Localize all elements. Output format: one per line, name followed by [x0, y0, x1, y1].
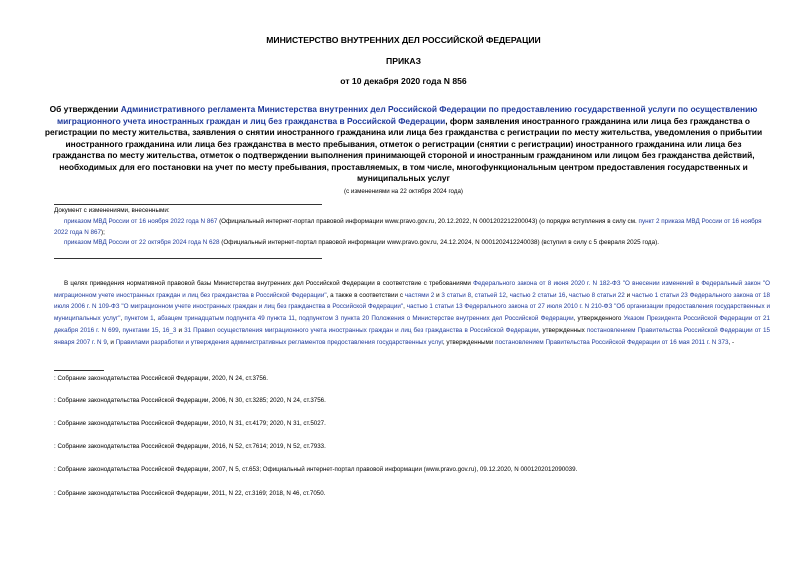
paragraph-text: , - — [728, 338, 735, 346]
paragraph-text: , — [120, 315, 125, 323]
legal-reference-link[interactable]: постановлением Правительства Российской Федерации от 16 мая 2011 г. N 373 — [495, 338, 729, 346]
footnote: : Собрание законодательства Российской Федерации, 2011, N 22, ст.3169; 2018, N 46, ст.7050. — [54, 490, 326, 497]
legal-reference-link[interactable]: 16_3 — [162, 326, 177, 334]
paragraph-text: и — [624, 291, 632, 299]
paragraph-text: , утвержденными — [442, 338, 496, 346]
title-prefix: Об утверждении — [49, 104, 121, 114]
footnote-text: Собрание законодательства Российской Федерации, 2016, N 52, ст.7614; 2019, N 52, ст.7933. — [57, 443, 326, 450]
footnote-text: Собрание законодательства Российской Федерации, 2010, N 31, ст.4179; 2020, N 31, ст.5027. — [57, 420, 326, 427]
footnote: : Собрание законодательства Российской Федерации, 2007, N 5, ст.653; Официальный интернет-портал правовой информации (www.pravo.gov.ru), 09.12.2020, N 0001202012090039. — [54, 466, 578, 473]
legal-reference-link[interactable]: Федерального закона от 8 июня 2020 г. N 182-ФЗ "О внесении изменений в Федеральный закон "О миграционном учете иностранных граждан и лиц без гражданства в Российской Федерации" — [54, 280, 770, 299]
change-order-link[interactable]: приказом МВД России от 22 октября 2024 года N 628 — [64, 239, 220, 247]
paragraph-text: и — [176, 326, 185, 334]
changes-heading: Документ с изменениями, внесенными: — [54, 207, 170, 214]
paragraph-text: , — [506, 291, 510, 299]
change-item — [54, 217, 774, 239]
title-regulation-link[interactable]: Административного регламента Министерства внутренних дел Российской Федерации по предоставлению государственной услуги по осуществлению миграционного учета иностранных граждан и лиц без гражданства в Российской Федерации — [56, 104, 758, 126]
change-order-link[interactable]: приказом МВД России от 16 ноября 2022 года N 867 — [64, 217, 218, 225]
changes-block — [54, 206, 774, 249]
paragraph-text: , — [294, 315, 299, 323]
footnote-divider — [54, 370, 104, 371]
footnote-text: Собрание законодательства Российской Федерации, 2007, N 5, ст.653; Официальный интернет-портал правовой информации (www.pravo.gov.ru), 09.12.2020, N 0001202012090039. — [57, 466, 578, 473]
paragraph-text: , — [158, 326, 163, 334]
legal-reference-link[interactable]: Правилами разработки и утверждения административных регламентов предоставления государственных услуг — [115, 338, 443, 346]
legal-reference-link[interactable]: абзацем тринадцатым подпункта 49 пункта 11 — [157, 315, 295, 323]
legal-reference-link[interactable]: постановлением Правительства Российской Федерации от 15 января 2007 г. N 9 — [54, 326, 771, 346]
document-type: ПРИКАЗ — [386, 56, 421, 66]
legal-reference-link[interactable]: Указом Президента Российской Федерации от 21 декабря 2016 г. N 699 — [54, 315, 770, 334]
change-item-text: (Официальный интернет-портал правовой информации www.pravo.gov.ru, 24.12.2024, N 0001202412240038) (вступил в силу с 5 февраля 2025 года). — [219, 239, 659, 247]
footnote-text: Собрание законодательства Российской Федерации, 2006, N 30, ст.3285; 2020, N 24, ст.3756. — [57, 397, 326, 404]
legal-reference-link[interactable]: частью 8 статьи 22 — [568, 291, 625, 299]
footnote-text: Собрание законодательства Российской Федерации, 2011, N 22, ст.3169; 2018, N 46, ст.7050. — [57, 490, 326, 497]
legal-reference-link[interactable]: частью 1 статьи 23 Федерального закона от 18 июля 2006 г. N 109-ФЗ "О миграционном учете иностранных граждан и лиц без гражданства в Российской Федерации" — [54, 291, 770, 311]
edition-note: (с изменениями на 22 октября 2024 года) — [344, 188, 463, 195]
paragraph-text: , — [471, 291, 475, 299]
paragraph-text: , утвержденного — [573, 315, 624, 323]
legal-reference-link[interactable]: подпунктом 3 пункта 20 Положения о Министерстве внутренних дел Российской Федерации — [298, 315, 574, 323]
legal-reference-link[interactable]: пунктами 15 — [122, 326, 159, 334]
footnote-text: Собрание законодательства Российской Федерации, 2020, N 24, ст.3756. — [57, 375, 268, 382]
changes-bottom-divider — [54, 258, 322, 259]
paragraph-text: , — [153, 315, 158, 323]
change-item-text-end: ); — [101, 228, 105, 236]
title-rest: , форм заявления иностранного гражданина или лица без гражданства о регистрации по месту жительства, заявления о снятии иностранного гражданина или лица без гражданства с регистрации по месту жительства, уведомления о прибытии иностранного гражданина или лица без гражданства в место пребывания, отметок о регистрации (снятии с регистрации) иностранного гражданина или лица без гражданства по месту жительства, отметок о подтверждении выполнения принимающей стороной и иностранным гражданином или лицом без гражданства действий, необходимых для его постановки на учет по месту пребывания, проставляемых, в том числе, многофункциональным центром предоставления государственных и муниципальных услуг — [44, 115, 763, 183]
change-item-text: (Официальный интернет-портал правовой информации www.pravo.gov.ru, 20.12.2022, N 0001202212200043) (о порядке вступления в силу см. — [217, 217, 639, 225]
changes-top-divider — [54, 204, 322, 205]
paragraph-text: , утвержденных — [538, 326, 587, 334]
legal-reference-link[interactable]: 31 Правил осуществления миграционного учета иностранных граждан и лиц без гражданства в Российской Федерации — [184, 326, 539, 334]
change-item — [54, 238, 774, 249]
legal-reference-link[interactable]: пунктом 1 — [124, 315, 154, 323]
paragraph-text: В целях приведения нормативной правовой базы Министерства внутренних дел Российской Федерации в соответствие с требованиями — [64, 280, 474, 287]
paragraph-text: , и — [106, 338, 116, 346]
footnote: : Собрание законодательства Российской Федерации, 2020, N 24, ст.3756. — [54, 375, 268, 382]
paragraph-text: , — [403, 303, 407, 311]
paragraph-text: , а также в соответствии с — [326, 291, 405, 299]
legal-reference-link[interactable]: статьей 12 — [474, 291, 507, 299]
legal-reference-link[interactable]: 3 статьи 8 — [441, 291, 472, 299]
document-title — [40, 104, 767, 185]
change-entry-point-link[interactable]: пункт 2 приказа МВД России от 16 ноября 2022 года N 867 — [54, 217, 762, 236]
paragraph-text: , — [565, 291, 569, 299]
legal-reference-link[interactable]: частями 2 — [404, 291, 435, 299]
ministry-heading: МИНИСТЕРСТВО ВНУТРЕННИХ ДЕЛ РОССИЙСКОЙ ФЕДЕРАЦИИ — [266, 35, 541, 45]
paragraph-text: , — [118, 326, 123, 334]
legal-reference-link[interactable]: частью 2 статьи 16 — [509, 291, 566, 299]
footnote: : Собрание законодательства Российской Федерации, 2016, N 52, ст.7614; 2019, N 52, ст.7933. — [54, 443, 326, 450]
footnote: : Собрание законодательства Российской Федерации, 2006, N 30, ст.3285; 2020, N 24, ст.3756. — [54, 397, 326, 404]
preamble-paragraph — [54, 278, 770, 348]
footnote: : Собрание законодательства Российской Федерации, 2010, N 31, ст.4179; 2020, N 31, ст.5027. — [54, 420, 326, 427]
legal-reference-link[interactable]: частью 1 статьи 13 Федерального закона от 27 июля 2010 г. N 210-ФЗ "Об организации предоставления государственных и муниципальных услуг" — [54, 303, 770, 323]
document-date-number: от 10 декабря 2020 года N 856 — [340, 76, 467, 86]
paragraph-text: и — [434, 291, 442, 299]
